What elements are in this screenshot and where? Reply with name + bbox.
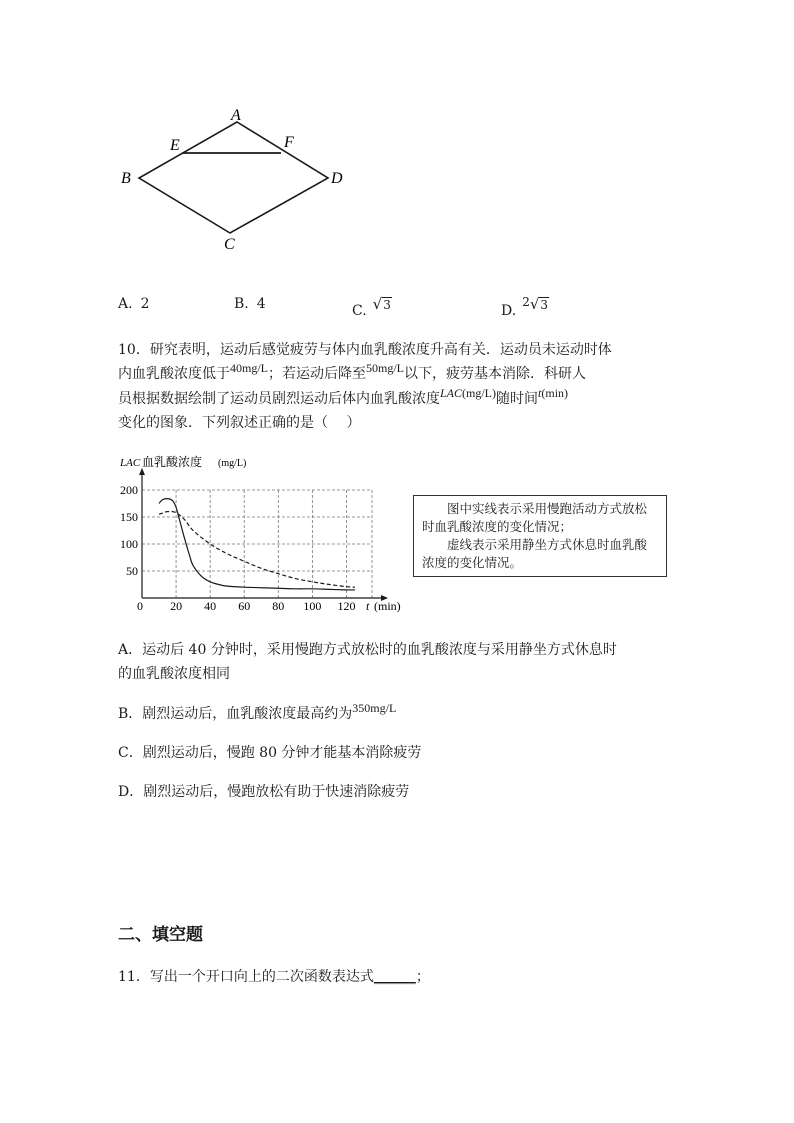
- text-run: 员根据数据绘制了运动员剧烈运动后体内血乳酸浓度: [118, 391, 440, 407]
- rhombus-outline: [139, 122, 328, 233]
- x-tick-label: 100: [303, 599, 322, 613]
- math-unit: 50mg/L: [366, 361, 404, 375]
- y-axis-unit: (mg/L): [218, 458, 247, 469]
- text-run: 内血乳酸浓度低于: [118, 366, 230, 382]
- legend-solid-line: 图中实线表示采用慢跑活动方式放松时血乳酸浓度的变化情况；: [422, 501, 648, 534]
- text-run: 以下，疲劳基本消除．科研人: [404, 366, 586, 382]
- text-run: B．剧烈运动后，血乳酸浓度最高约为: [118, 706, 353, 722]
- text-run: 11．写出一个开口向上的二次函数表达式: [118, 969, 374, 985]
- y-axis-label-var: LAC: [120, 457, 141, 469]
- series-line-static-rest: [159, 511, 355, 587]
- sqrt-expression: √3: [529, 295, 549, 313]
- math-unit: 350mg/L: [352, 701, 397, 715]
- q10-option-c[interactable]: C．剧烈运动后，慢跑 80 分钟才能基本消除疲劳: [118, 745, 422, 761]
- y-axis-label: 血乳酸浓度: [142, 455, 203, 469]
- sqrt-coefficient: 2: [522, 295, 530, 309]
- y-axis-arrow: [139, 468, 145, 475]
- x-tick-label: 60: [238, 599, 251, 613]
- option-letter: C.: [352, 303, 367, 319]
- q10-line-3: [118, 386, 569, 409]
- text-run: 随时间: [496, 391, 539, 407]
- q10-line-1: 10．研究表明，运动后感觉疲劳与体内血乳酸浓度升高有关．运动员未运动时体: [118, 342, 612, 358]
- chart-ticks: [120, 483, 355, 613]
- vertex-label-a: A: [231, 107, 241, 124]
- math-unit: (mg/L): [462, 386, 497, 400]
- q9-option-d[interactable]: [501, 294, 549, 319]
- vertex-label-d: D: [331, 170, 343, 187]
- rhombus-figure: [110, 100, 370, 260]
- math-var: LAC: [440, 386, 463, 400]
- option-value: 2: [140, 296, 150, 312]
- x-axis-unit: (min): [374, 599, 401, 613]
- text-run: ；: [415, 969, 430, 985]
- q9-option-c[interactable]: [352, 294, 392, 319]
- q10-option-b[interactable]: [118, 701, 397, 724]
- x-tick-label: 40: [204, 599, 217, 613]
- chart-grid: [142, 490, 372, 598]
- x-axis-label-var: t: [366, 599, 370, 613]
- q10-option-d[interactable]: D．剧烈运动后，慢跑放松有助于快速消除疲劳: [118, 784, 410, 800]
- q11-line: [118, 967, 430, 987]
- sqrt-expression: √3: [372, 295, 391, 313]
- y-tick-label: 150: [120, 510, 138, 524]
- y-tick-label: 200: [120, 483, 138, 497]
- vertex-label-b: B: [121, 170, 131, 187]
- math-unit: 40mg/L: [230, 361, 268, 375]
- option-value: 4: [256, 296, 266, 312]
- vertex-label-f: F: [284, 134, 294, 151]
- x-tick-label: 20: [170, 599, 183, 613]
- math-unit: (min): [541, 386, 569, 400]
- legend-dashed-line: 虚线表示采用静坐方式休息时血乳酸浓度的变化情况。: [422, 537, 648, 570]
- option-letter: D.: [501, 303, 517, 319]
- text-run: ；若运动后降至: [268, 366, 366, 382]
- x-tick-label: 120: [337, 599, 356, 613]
- option-letter: B.: [234, 296, 249, 312]
- answer-blank[interactable]: ______: [373, 969, 416, 985]
- q10-option-a-line-1[interactable]: A．运动后 40 分钟时，采用慢跑方式放松时的血乳酸浓度与采用静坐方式休息时: [118, 642, 617, 658]
- q9-option-b[interactable]: [234, 294, 266, 314]
- lac-chart: [112, 450, 412, 620]
- y-tick-label: 50: [126, 564, 138, 578]
- math-var: t: [538, 386, 542, 400]
- chart-legend: [413, 495, 667, 577]
- x-tick-label: 80: [272, 599, 285, 613]
- q10-option-a-line-2[interactable]: 的血乳酸浓度相同: [118, 666, 230, 682]
- option-letter: A.: [118, 296, 133, 312]
- q10-line-4: 变化的图象．下列叙述正确的是（ ）: [118, 415, 361, 431]
- vertex-label-c: C: [224, 236, 235, 253]
- vertex-label-e: E: [170, 137, 180, 154]
- origin-label: 0: [137, 599, 143, 613]
- q9-option-a[interactable]: [118, 294, 149, 314]
- q10-line-2: [118, 361, 586, 384]
- rhombus-svg: [110, 100, 370, 260]
- lac-chart-svg: [112, 450, 412, 620]
- section-title: 二、填空题: [118, 925, 203, 945]
- y-tick-label: 100: [120, 537, 138, 551]
